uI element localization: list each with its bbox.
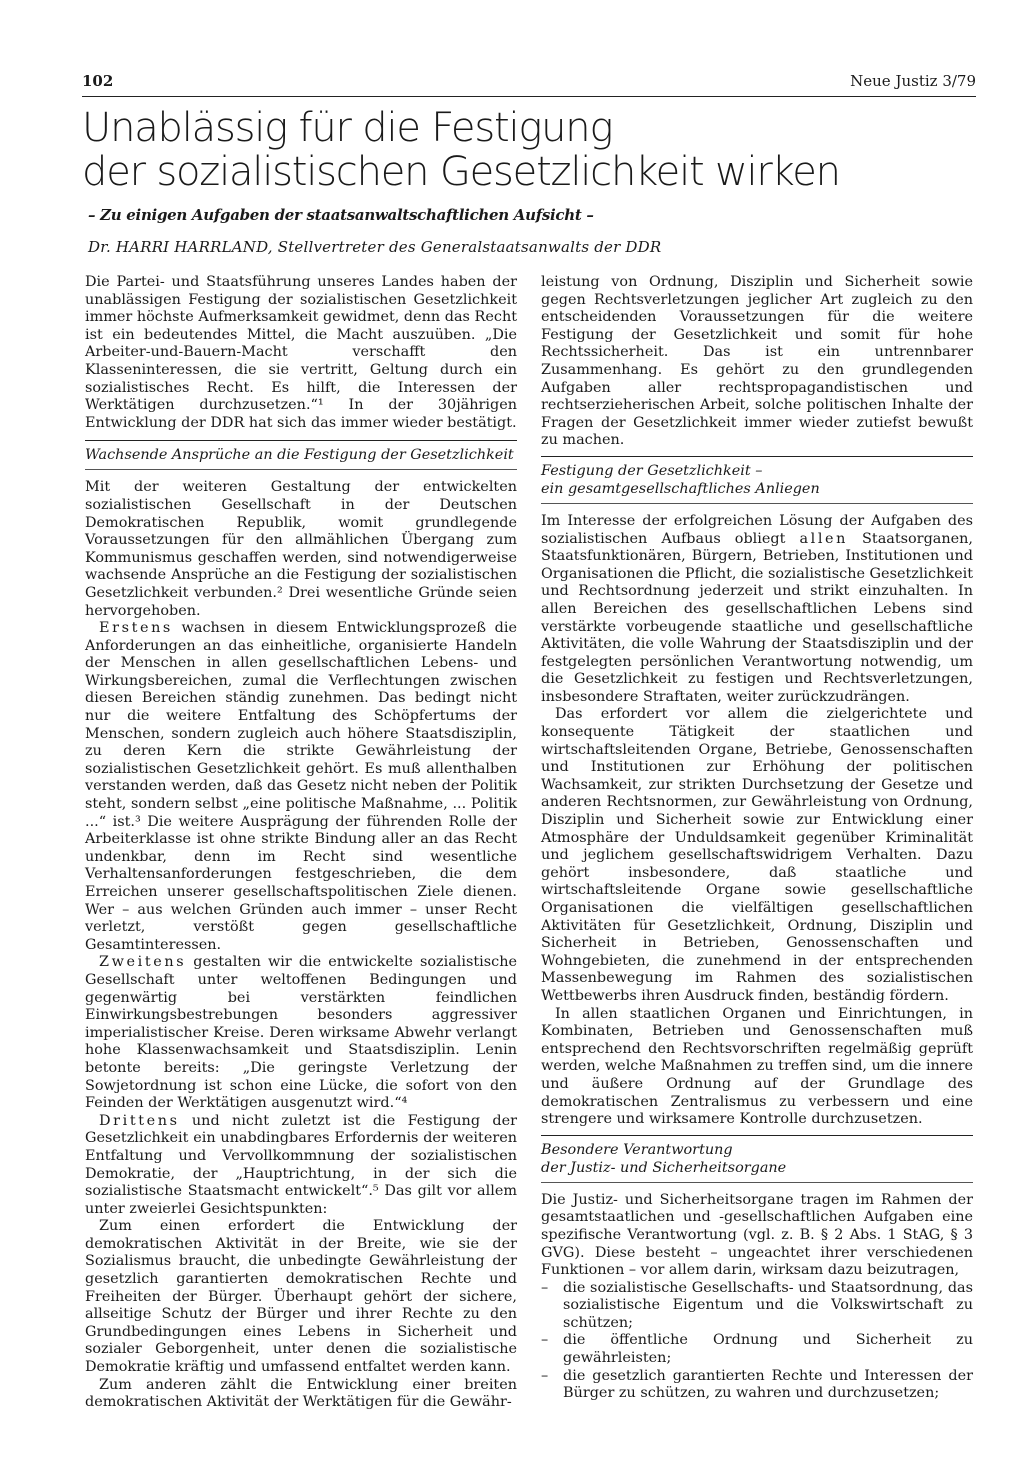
- left-column: [85, 274, 517, 1412]
- intro-paragraph: Die Partei- und Staatsführung unseres Landes haben der unablässigen Festigung der sozialistischen Gesetzlichkeit immer höchste Aufmerksamkeit gewidmet, denn das Recht ist ein bedeutendes Mittel, die Macht auszuüben. „Die Arbeiter-und-Bauern-Macht verschafft den Klasseninteressen, die sie vertritt, Geltung durch ein sozialistisches Recht. Es hilft, die Interessen der Werktätigen durchzusetzen.“¹ In der 30jährigen Entwicklung der DDR hat sich das immer wieder bestätigt.: [85, 274, 517, 431]
- page-header: [82, 72, 976, 97]
- article-title: [82, 106, 982, 194]
- section-heading-special-responsibility: [541, 1135, 973, 1183]
- article-subtitle: – Zu einigen Aufgaben der staatsanwaltschaftlichen Aufsicht –: [88, 206, 594, 224]
- paragraph-text: und nicht zuletzt ist die Festigung der Gesetzlichkeit ein unabdingbares Erfordernis der weiteren Entfaltung und Vervollkommnung der sozialistischen Demokratie, der „Hauptrichtung, in der sich die sozialistische Staatsmacht entwickelt“.⁵ Das gilt vor allem unter zweierlei Gesichtspunkten:: [85, 1112, 517, 1217]
- title-line-2: der sozialistischen Gesetzlichkeit wirken: [82, 149, 840, 195]
- spaced-lead-word: Drittens: [99, 1112, 180, 1129]
- paragraph: Zum einen erfordert die Entwicklung der demokratischen Aktivität in der Breite, wie sie der Sozialismus braucht, die unbedingte Gewährleistung der gesetzlich garantierten demokratischen Rechte und Freiheiten der Bürger. Überhaupt gehört der sichere, allseitige Schutz der Bürger und ihrer Rechte zu den Grundbedingungen eines Lebens in Sicherheit und sozialer Geborgenheit, unter denen die sozialistische Demokratie kräftig und umfassend entfaltet werden kann.: [85, 1218, 517, 1376]
- section-heading-line: der Justiz- und Sicherheitsorgane: [541, 1159, 787, 1176]
- paragraph-thirdly: [85, 1113, 517, 1219]
- section-heading-growing-demands: [85, 440, 517, 470]
- page-number: 102: [82, 72, 114, 90]
- paragraph-text: Staatsorganen, Staatsfunktionären, Bürgern, Betrieben, Institutionen und Organisationen die Pflicht, die sozialistische Gesetzlichkeit und Rechtsordnung jederzeit und strikt einzuhalten. In allen Bereichen des gesellschaftlichen Lebens sind verstärkte vorbeugende staatliche und gesellschaftliche Aktivitäten, die volle Wahrung der Staatsdisziplin und der festgelegten persönlichen Verantwortung notwendig, um die Gesetzlichkeit zu festigen und Rechtsverletzungen, insbesondere Straftaten, weiter zurückzudrängen.: [541, 530, 973, 705]
- paragraph: Mit der weiteren Gestaltung der entwickelten sozialistischen Gesellschaft in der Deutschen Demokratischen Republik, womit grundlegende Voraussetzungen für den allmählichen Übergang zum Kommunismus geschaffen werden, sind notwendigerweise wachsende Ansprüche an die Festigung der sozialistischen Gesetzlichkeit verbunden.² Drei wesentliche Gründe seien hervorgehoben.: [85, 479, 517, 619]
- section-heading-line: Festigung der Gesetzlichkeit –: [541, 462, 763, 479]
- list-item: – die öffentliche Ordnung und Sicherheit zu gewährleisten;: [541, 1332, 973, 1367]
- article-author: Dr. HARRI HARRLAND, Stellvertreter des Generalstaatsanwalts der DDR: [88, 238, 662, 256]
- spaced-lead-word: Erstens: [99, 620, 173, 637]
- list-item: – die gesetzlich garantierten Rechte und Interessen der Bürger zu schützen, zu wahren und durchzusetzen;: [541, 1368, 973, 1403]
- section-heading-societal-concern: [541, 456, 973, 504]
- spaced-lead-word: Zweitens: [99, 954, 187, 971]
- paragraph-text: wachsen in diesem Entwicklungsprozeß die Anforderungen an das einheitliche, organisierte Handeln der Menschen in allen gesellschaftlichen Lebens- und Wirkungsbereichen, zumal die Verflechtungen zwischen diesen Bereichen ständig zunehmen. Das bedingt nicht nur die weitere Entfaltung des Schöpfertums der Menschen, sondern zugleich auch höhere Staatsdisziplin, zu deren Kern die strikte Gewährleistung der sozialistischen Gesetzlichkeit gehört. Es muß allenthalben verstanden werden, daß das Gesetz nicht neben der Politik steht, sondern selbst „eine politische Maßnahme, ... Politik ...“ ist.³ Die weitere Ausprägung der führenden Rolle der Arbeiterklasse ist ohne strikte Bindung aller an das Recht undenkbar, denn im Recht sind wesentliche Verhaltensanforderungen festgeschrieben, die dem Erreichen unserer gesellschaftspolitischen Ziele dienen. Wer – aus welchen Gründen auch immer – unser Recht verletzt, verstößt gegen gesellschaftliche Gesamtinteressen.: [85, 620, 517, 953]
- paragraph: Das erfordert vor allem die zielgerichtete und konsequente Tätigkeit der staatlichen und wirtschaftsleitenden Organe, Betriebe, Genossenschaften und Institutionen zur Erhöhung der politischen Wachsamkeit, zur strikten Durchsetzung der Gesetze und anderen Rechtsnormen, zur Gewährleistung von Ordnung, Disziplin und Sicherheit sowie zur Entwicklung einer Atmosphäre der Unduldsamkeit gegenüber Kriminalität und jeglichem gesellschaftswidrigem Verhalten. Dazu gehört insbesondere, daß staatliche und wirtschaftsleitende Organe sowie gesellschaftliche Organisationen die vielfältigen gesellschaftlichen Aktivitäten für Gesetzlichkeit, Ordnung, Disziplin und Sicherheit in Betrieben, Genossenschaften und Wohngebieten, die zunehmend in der entsprechenden Massenbewegung im Rahmen des sozialistischen Wettbewerbs ihren Ausdruck finden, beständig fördern.: [541, 706, 973, 1004]
- right-column: [541, 274, 973, 1403]
- section-heading-text: Wachsende Ansprüche an die Festigung der Gesetzlichkeit: [85, 447, 514, 464]
- paragraph: [541, 513, 973, 707]
- paragraph: In allen staatlichen Organen und Einrichtungen, in Kombinaten, Betrieben und Genossenschaften muß entsprechend den Rechtsvorschriften regelmäßig geprüft werden, welche Maßnahmen zu treffen sind, um die innere und äußere Ordnung auf der Grundlage des demokratischen Zentralismus zu verbessern und eine strengere und wirksamere Kontrolle durchzusetzen.: [541, 1005, 974, 1128]
- paragraph-firstly: [85, 620, 517, 954]
- paragraph-continued: leistung von Ordnung, Disziplin und Sicherheit sowie gegen Rechtsverletzungen jeglicher Art zugleich zu den entscheidenden Voraussetzungen für die weitere Festigung der Gesetzlichkeit und somit für hohe Rechtssicherheit. Das ist ein untrennbarer Zusammenhang. Es gehört zu den grundlegenden Aufgaben aller rechtspropagandistischen und rechtserzieherischen Arbeit, solche politischen Inhalte der Fragen der Gesetzlichkeit immer wieder zutiefst bewußt zu machen.: [541, 274, 973, 449]
- paragraph-text: gestalten wir die entwickelte sozialistische Gesellschaft unter weltoffenen Bedingungen und gegenwärtig bei verstärkten feindlichen Einwirkungsbestrebungen besonders aggressiver imperialistischer Kreise. Deren wirksame Abwehr verlangt hohe Klassenwachsamkeit und Staatsdisziplin. Lenin betonte bereits: „Die geringste Verletzung der Sowjetordnung ist schon eine Lücke, die sofort von den Feinden der Werktätigen ausgenutzt wird.“⁴: [85, 954, 517, 1112]
- paragraph: Die Justiz- und Sicherheitsorgane tragen im Rahmen der gesamtstaatlichen und -gesellschaftlichen Aufgaben eine spezifische Verantwortung (vgl. z. B. § 2 Abs. 1 StAG, § 3 GVG). Diese besteht – ungeachtet ihrer verschiedenen Funktionen – vor allem darin, wirksam dazu beizutragen,: [541, 1191, 973, 1279]
- journal-issue: Neue Justiz 3/79: [850, 72, 976, 90]
- title-line-1: Unablässig für die Festigung: [82, 105, 613, 151]
- list-item: – die sozialistische Gesellschafts- und Staatsordnung, das sozialistische Eigentum und die Volkswirtschaft zu schützen;: [541, 1280, 973, 1333]
- paragraph-text: Im Interesse der erfolgreichen Lösung der Aufgaben des sozialistischen Aufbaus obliegt: [541, 512, 973, 547]
- paragraph: Zum anderen zählt die Entwicklung einer breiten demokratischen Aktivität der Werktätigen für die Gewähr-: [85, 1376, 517, 1411]
- section-heading-line: Besondere Verantwortung: [541, 1141, 733, 1158]
- section-heading-line: ein gesamtgesellschaftliches Anliegen: [541, 480, 820, 497]
- spaced-word: allen: [799, 530, 849, 547]
- responsibility-list: [541, 1280, 973, 1403]
- paragraph-secondly: [85, 954, 517, 1112]
